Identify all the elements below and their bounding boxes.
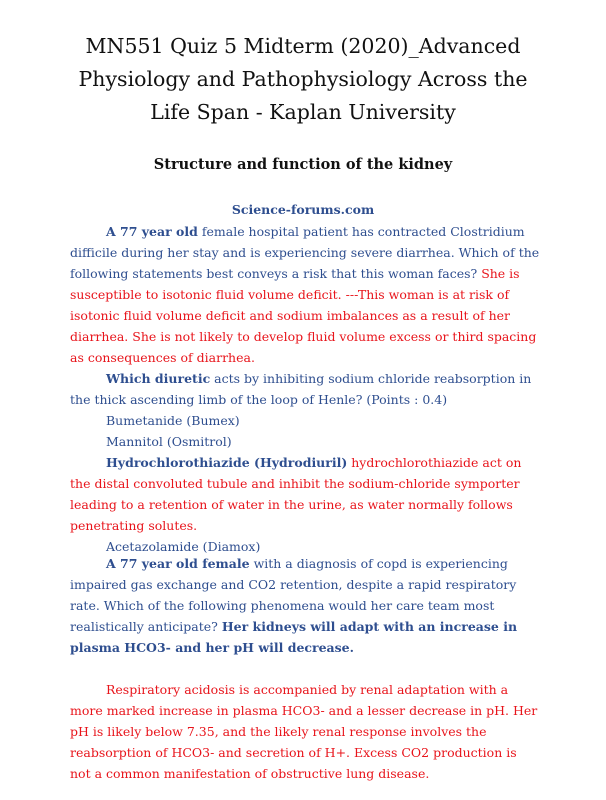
- question-2-lead: Which diuretic: [106, 371, 211, 386]
- question-2: [70, 368, 540, 557]
- question-2-option: Mannitol (Osmitrol): [106, 434, 232, 449]
- question-3-text: with a diagnosis of copd is experiencing impaired gas exchange and CO2 retention, despite a rapid respiratory rate. Which of the following phenomena would her care team most realistically anticipate?: [70, 556, 517, 634]
- question-2-text: acts by inhibiting sodium chloride reabsorption in the thick ascending limb of the loop of Henle? (Points : 0.4): [70, 371, 532, 407]
- question-3-explanation: Respiratory acidosis is accompanied by renal adaptation with a more marked increase in plasma HCO3- and a lesser decrease in pH. Her pH is likely below 7.35, and the likely renal response involves the reabsorption of HCO3- and secretion of H+. Excess CO2 production is not a common manifestation of obstructive lung disease.: [70, 682, 538, 781]
- question-2-option: Acetazolamide (Diamox): [106, 539, 261, 554]
- paragraph-gap: [70, 658, 540, 679]
- question-1-paragraph: [70, 221, 540, 368]
- question-3-paragraph: [70, 553, 540, 658]
- question-2-correct-option: Hydrochlorothiazide (Hydrodiuril): [106, 455, 348, 470]
- question-2-option: Bumetanide (Bumex): [106, 413, 240, 428]
- question-2-paragraph: [70, 368, 540, 410]
- question-1-text: female hospital patient has contracted Clostridium difficile during her stay and is experiencing severe diarrhea. Which of the following statements best conveys a risk that this woman faces?: [70, 224, 540, 281]
- document-title: MN551 Quiz 5 Midterm (2020)_Advanced Physiology and Pathophysiology Across the Life Span - Kaplan University: [78, 34, 528, 124]
- section-heading: Structure and function of the kidney: [153, 156, 453, 173]
- question-1-lead: A 77 year old: [106, 224, 198, 239]
- question-3: [70, 553, 540, 784]
- question-2-explanation: hydrochlorothiazide act on the distal convoluted tubule and inhibit the sodium-chloride symporter leading to a retention of water in the urine, as water normally follows penetrating solutes.: [70, 455, 522, 533]
- question-1-answer: She is susceptible to isotonic fluid volume deficit. ---This woman is at risk of isotonic fluid volume deficit and sodium imbalances as a result of her diarrhea. She is not likely to develop fluid volume excess or third spacing as consequences of diarrhea.: [70, 266, 537, 365]
- question-3-lead: A 77 year old female: [106, 556, 250, 571]
- question-1: [70, 221, 540, 368]
- question-2-correct: [70, 452, 540, 536]
- question-3-answer: Her kidneys will adapt with an increase in plasma HCO3- and her pH will decrease.: [70, 619, 518, 655]
- source-label: Science-forums.com: [231, 202, 375, 217]
